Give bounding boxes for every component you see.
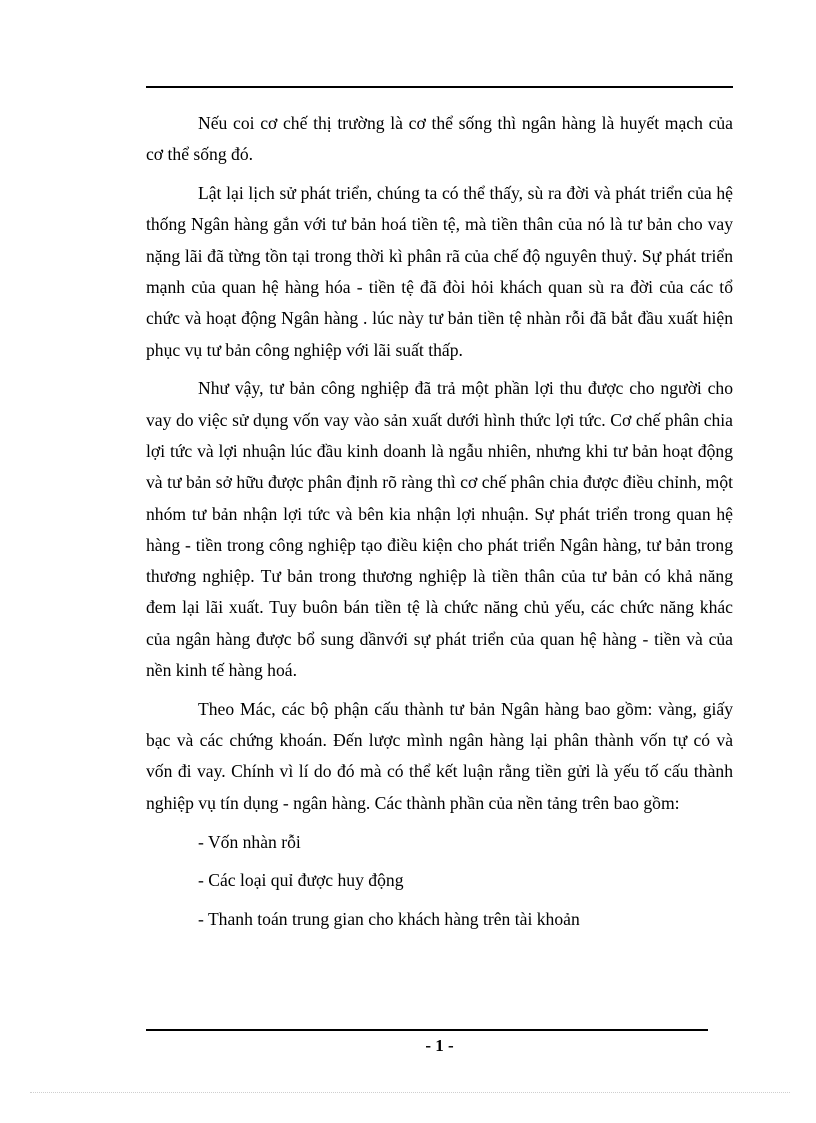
list-item: - Vốn nhàn rỗi (198, 831, 301, 852)
header-rule (146, 86, 733, 88)
page-edge-divider (30, 1092, 790, 1093)
page-number: - 1 - (425, 1036, 454, 1055)
body-text (146, 108, 733, 943)
list-item: - Các loại quỉ được huy động (198, 870, 404, 891)
list-item: - Thanh toán trung gian cho khách hàng trên tài khoản (198, 909, 580, 930)
paragraph: Nếu coi cơ chế thị trường là cơ thể sống thì ngân hàng là huyết mạch của cơ thể sống đó. (146, 113, 733, 165)
paragraph: Lật lại lịch sử phát triển, chúng ta có thể thấy, sù ra đời và phát triển của hệ thống Ngân hàng gắn với tư bản hoá tiền tệ, mà tiền thân của nó là tư bản cho vay nặng lãi đã từng tồn tại trong thời kì phân rã của chế độ nguyên thuỷ. Sự phát triển mạnh của quan hệ hàng hóa - tiền tệ đã đòi hỏi khách quan sù ra đời của các tổ chức và hoạt động Ngân hàng . lúc này tư bản tiền tệ nhàn rỗi đã bắt đầu xuất hiện phục vụ tư bản công nghiệp với lãi suất thấp. (146, 183, 733, 360)
paragraph: Theo Mác, các bộ phận cấu thành tư bản Ngân hàng bao gồm: vàng, giấy bạc và các chứng khoán. Đến lược mình ngân hàng lại phân thành vốn tự có và vốn đi vay. Chính vì lí do đó mà có thể kết luận rằng tiền gửi là yếu tố cấu thành nghiệp vụ tín dụng - ngân hàng. Các thành phần của nền tảng trên bao gồm: (146, 698, 733, 813)
footer-rule (146, 1029, 708, 1031)
paragraph: Như vậy, tư bản công nghiệp đã trả một phần lợi thu được cho người cho vay do việc sử dụng vốn vay vào sản xuất dưới hình thức lợi tức. Cơ chế phân chia lợi tức và lợi nhuận lúc đầu kinh doanh là ngẫu nhiên, nhưng khi tư bản hoạt động và tư bản sở hữu được phân định rõ ràng thì cơ chế phân chia được điều chỉnh, một nhóm tư bản nhận lợi tức và bên kia nhận lợi nhuận. Sự phát triển trong quan hệ hàng - tiền trong công nghiệp tạo điều kiện cho phát triển Ngân hàng, tư bản trong thương nghiệp. Tư bản trong thương nghiệp là tiền thân của tư bản có khả năng đem lại lãi xuất. Tuy buôn bán tiền tệ là chức năng chủ yếu, các chức năng khác của ngân hàng được bổ sung dầnvới sự phát triển của quan hệ hàng - tiền và của nền kinh tế hàng hoá. (146, 378, 733, 681)
